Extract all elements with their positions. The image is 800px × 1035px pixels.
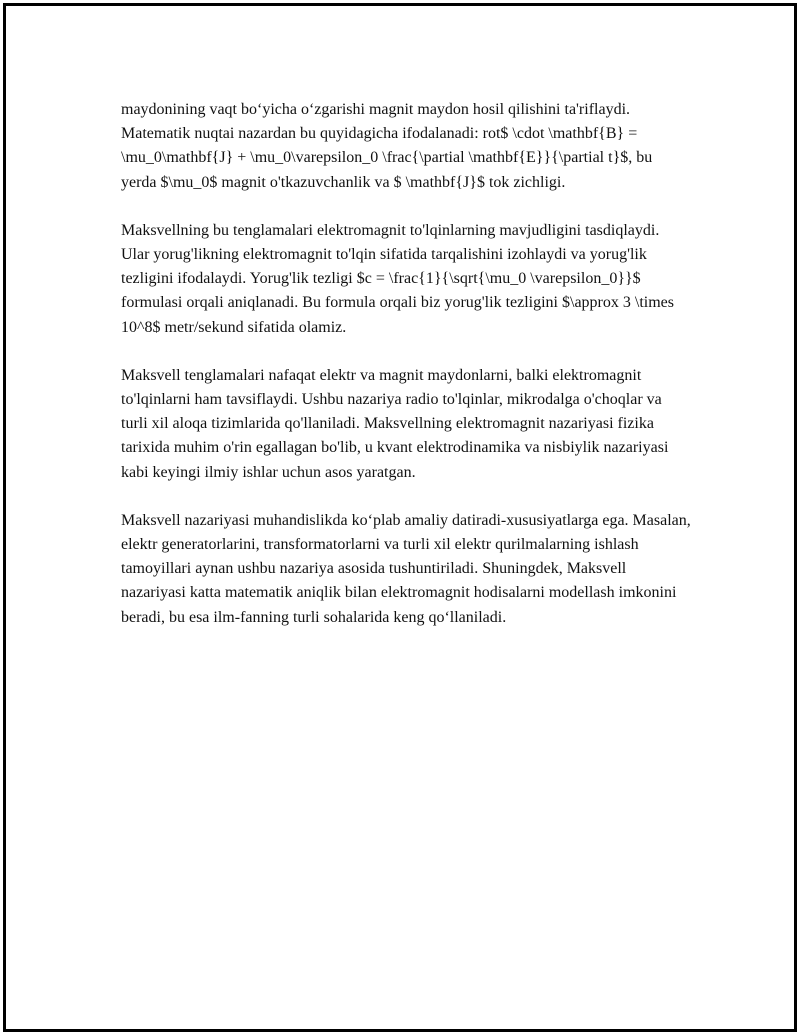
- paragraph-2: Maksvellning bu tenglamalari elektromagnit to'lqinlarning mavjudligini tasdiqlaydi. Ular yorug'likning elektromagnit to'lqin sifatida tarqalishini izohlaydi va yorug'lik tezligini ifodalaydi. Yorug'lik tezligi $c = \frac{1}{\sqrt{\mu_0 \varepsilon_0}}$ formulasi orqali aniqlanadi. Bu formula orqali biz yorug'lik tezligini $\approx 3 \times 10^8$ metr/sekund sifatida olamiz.: [121, 221, 674, 336]
- paragraph-3: Maksvell tenglamalari nafaqat elektr va magnit maydonlarni, balki elektromagnit to'lqinlarni ham tavsiflaydi. Ushbu nazariya radio to'lqinlar, mikrodalga o'choqlar va turli xil aloqa tizimlarida qo'llaniladi. Maksvellning elektromagnit nazariyasi fizika tarixida muhim o'rin egallagan bo'lib, u kvant elektrodinamika va nisbiylik nazariyasi kabi keyingi ilmiy ishlar uchun asos yaratgan.: [121, 366, 669, 481]
- paragraph-4: Maksvell nazariyasi muhandislikda ko‘plab amaliy datiradi-xususiyatlarga ega. Masalan, elektr generatorlarini, transformatorlarni va turli xil elektr qurilmalarning ishlash tamoyillari aynan ushbu nazariya asosida tushuntiriladi. Shuningdek, Maksvell nazariyasi katta matematik aniqlik bilan elektromagnit hodisalarni modellash imkonini beradi, bu esa ilm-fanning turli sohalarida keng qo‘llaniladi.: [121, 511, 691, 626]
- document-page: [3, 3, 797, 1032]
- document-body: [121, 98, 691, 654]
- paragraph-1: maydonining vaqt bo‘yicha o‘zgarishi magnit maydon hosil qilishini ta'riflaydi. Matematik nuqtai nazardan bu quyidagicha ifodalanadi: rot$ \cdot \mathbf{B} = \mu_0\mathbf{J} + \mu_0\varepsilon_0 \frac{\partial \mathbf{E}}{\partial t}$, bu yerda $\mu_0$ magnit o'tkazuvchanlik va $ \mathbf{J}$ tok zichligi.: [121, 101, 653, 191]
